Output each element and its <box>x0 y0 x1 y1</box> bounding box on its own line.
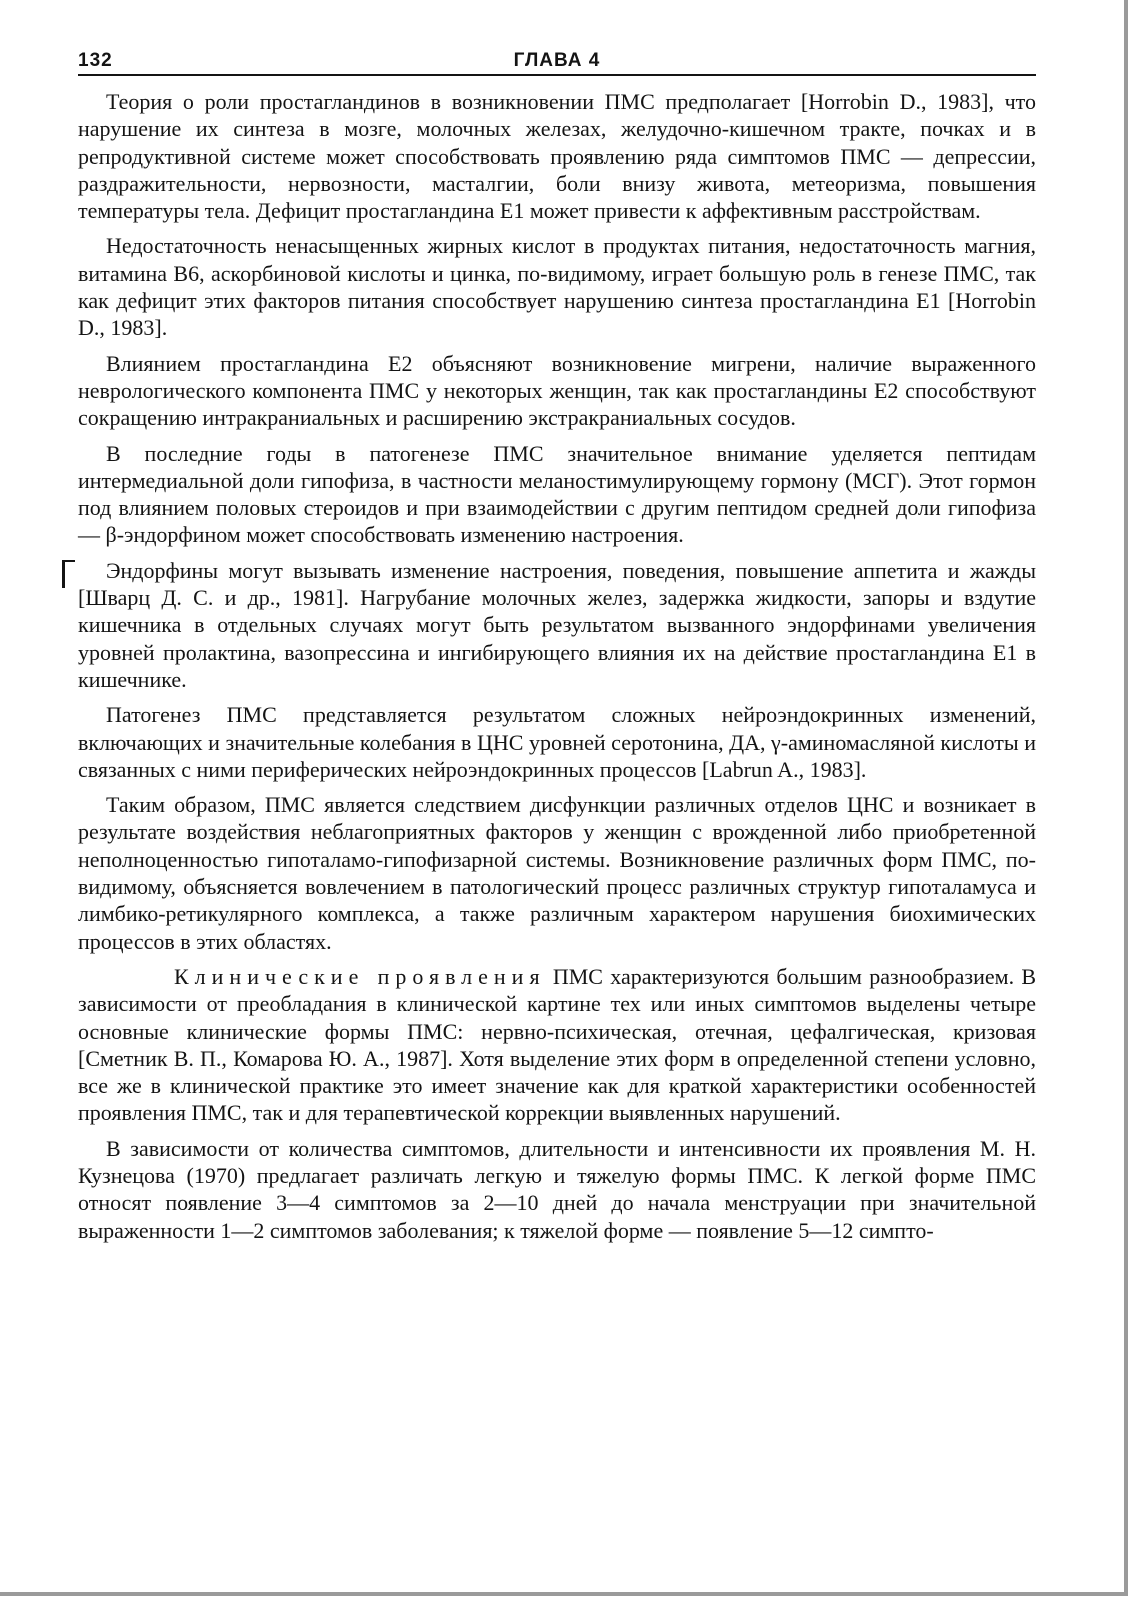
paragraph-3: Влиянием простагландина E2 объясняют возникновение мигрени, наличие выраженного неврологического компонента ПМС у некоторых женщин, так как простагландины E2 способствуют сокращению интракраниальных и расширению экстракраниальных сосудов. <box>78 350 1036 431</box>
paragraph-4: В последние годы в патогенезе ПМС значительное внимание уделяется пептидам интермедиальной доли гипофиза, в частности меланостимулирующему гормону (МСГ). Этот гормон под влиянием половых стероидов и при взаимодействии с другим пептидом средней доли гипофиза — β-эндорфином может способствовать изменению настроения. <box>78 440 1036 548</box>
paragraph-final: В зависимости от количества симптомов, длительности и интенсивности их проявления М. Н. Кузнецова (1970) предлагает различать легкую и тяжелую формы ПМС. К легкой форме ПМС относят появление 3—4 симптомов за 2—10 дней до начала менструации при значительной выраженности 1—2 симптомов заболевания; к тяжелой форме — появление 5—12 симпто- <box>78 1135 1036 1243</box>
paragraph-1: Теория о роли простагландинов в возникновении ПМС предполагает [Horrobin D., 1983], что нарушение их синтеза в мозге, молочных железах, желудочно-кишечном тракте, почках и в репродуктивной системе может способствовать проявлению ряда симптомов ПМС — депрессии, раздражительности, нервозности, масталгии, боли внизу живота, метеоризма, повышения температуры тела. Дефицит простагландина E1 может привести к аффективным расстройствам. <box>78 89 1036 224</box>
paragraph-5: Эндорфины могут вызывать изменение настроения, поведения, повышение аппетита и жажды [Шварц Д. С. и др., 1981]. Нагрубание молочных желез, задержка жидкости, запоры и вздутие кишечника в отдельных случаях могут быть результатом вызванного эндорфинами увеличения уровней пролактина, вазопрессина и ингибирующего влияния их на действие простагландина E1 в кишечнике. <box>78 557 1036 692</box>
margin-mark <box>62 560 75 588</box>
paragraph-7: Таким образом, ПМС является следствием дисфункции различных отделов ЦНС и возникает в результате воздействия неблагоприятных факторов у женщин с врожденной либо приобретенной неполноценностью гипоталамо-гипофизарной системы. Возникновение различных форм ПМС, по-видимому, объясняется вовлечением в патологический процесс различных структур гипоталамуса и лимбико-ретикулярного комплекса, а также различным характером нарушения биохимических процессов в этих областях. <box>78 792 1036 954</box>
running-header <box>78 48 1036 76</box>
section-spaced-term: Клинические проявления <box>174 963 546 989</box>
paragraph-2: Недостаточность ненасыщенных жирных кислот в продуктах питания, недостаточность магния, витамина B6, аскорбиновой кислоты и цинка, по-видимому, играет большую роль в генезе ПМС, так как дефицит этих факторов питания способствует нарушению синтеза простагландина E1 [Horrobin D., 1983]. <box>78 233 1036 341</box>
paragraph-clinical-text: ПМС характеризуются большим разнообразием. В зависимости от преобладания в клинической картине тех или иных симптомов выделены четыре основные клинические формы ПМС: нервно-психическая, отечная, цефалгическая, кризовая [Сметник В. П., Комарова Ю. А., 1987]. Хотя выделение этих форм в определенной степени условно, все же в клинической практике это имеет значение как для краткой характеристики особенностей проявления ПМС, так и для терапевтической коррекции выявленных нарушений. <box>78 963 1037 1126</box>
text-body <box>78 88 1036 1252</box>
chapter-title: ГЛАВА 4 <box>513 50 601 71</box>
paragraph-clinical <box>78 963 1036 1127</box>
paragraph-6: Патогенез ПМС представляется результатом сложных нейроэндокринных изменений, включающих и значительные колебания в ЦНС уровней серотонина, ДА, γ-аминомасляной кислоты и связанных с ними периферических нейроэндокринных процессов [Labrun A., 1983]. <box>78 702 1036 782</box>
page-number: 132 <box>78 50 113 71</box>
